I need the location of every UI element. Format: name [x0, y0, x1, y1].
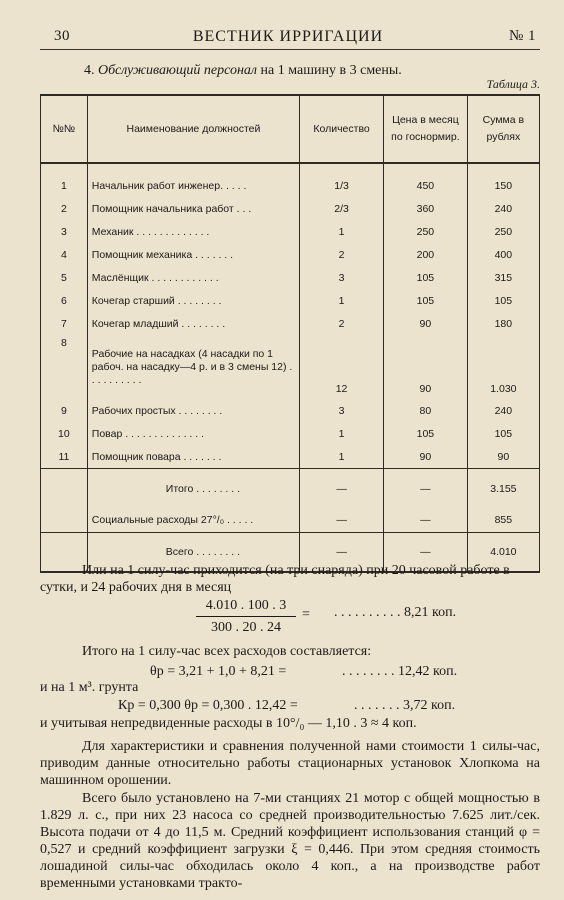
table-cell: 105: [384, 422, 468, 445]
table-cell: 6: [41, 289, 88, 312]
table-cell: 1: [300, 422, 384, 445]
table-cell: 90: [384, 312, 468, 335]
col-price: Цена в месяц по госнормир.: [384, 95, 468, 163]
table-row: [41, 445, 540, 469]
equation-theta: θр = 3,21 + 1,0 + 8,21 =: [150, 664, 287, 679]
table-cell: 1: [41, 174, 88, 197]
table-cell: 1: [300, 289, 384, 312]
table-cell: —: [384, 532, 468, 572]
table-row: [41, 422, 540, 445]
grunt-line: и на 1 м³. грунта: [40, 680, 139, 695]
table-cell: Помощник начальника работ . . .: [87, 197, 299, 220]
table-cell: —: [384, 469, 468, 509]
table-cell: 2: [300, 243, 384, 266]
table-cell: 105: [467, 289, 539, 312]
equation-theta-result: . . . . . . . . 12,42 коп.: [342, 664, 458, 679]
table-label: Таблица 3.: [486, 77, 540, 91]
staff-table: [40, 94, 540, 573]
table-row: [41, 197, 540, 220]
page-number: 30: [54, 28, 70, 44]
equation-k: Кр = 0,300 θр = 0,300 . 12,42 =: [118, 698, 298, 713]
table-cell: [41, 163, 88, 174]
table-cell: Всего . . . . . . . .: [87, 532, 299, 572]
table-cell: Маслёнщик . . . . . . . . . . . .: [87, 266, 299, 289]
unforeseen-line: и учитывая непредвиденные расходы в 10°/₀ — 1,10 . 3 ≈ 4 коп.: [40, 716, 417, 731]
table-cell: 240: [467, 197, 539, 220]
table-cell: Рабочих простых . . . . . . . .: [87, 399, 299, 422]
table-cell: 1: [300, 220, 384, 243]
table-cell: [300, 163, 384, 174]
table-cell: 2/3: [300, 197, 384, 220]
table-cell: 400: [467, 243, 539, 266]
table-row: [41, 335, 540, 399]
table-cell: 240: [467, 399, 539, 422]
header-rule: [40, 49, 540, 50]
table-cell: 150: [467, 174, 539, 197]
table-cell: Механик . . . . . . . . . . . . .: [87, 220, 299, 243]
section-heading: [84, 63, 402, 79]
paragraph-2: Для характеристики и сравнения полученной нами стоимости 1 силы-час, приводим данные относительно работы стационарных установок Хлопкома на машинном орошении.: [40, 739, 540, 788]
table-cell: 105: [384, 289, 468, 312]
fraction-denominator: 300 . 20 . 24: [211, 620, 281, 635]
col-sum: Сумма в рублях: [467, 95, 539, 163]
table-cell: 105: [384, 266, 468, 289]
fraction-numerator: 4.010 . 100 . 3: [196, 598, 296, 617]
table-cell: 11: [41, 445, 88, 469]
table-cell: Кочегар младший . . . . . . . .: [87, 312, 299, 335]
table-cell: [41, 469, 88, 509]
table-cell: 90: [384, 445, 468, 469]
table-cell: 250: [384, 220, 468, 243]
section-subtitle: на 1 машину в 3 смены.: [260, 63, 402, 78]
table-cell: Помощник механика . . . . . . .: [87, 243, 299, 266]
table-cell: 90: [467, 445, 539, 469]
fraction: [196, 598, 296, 636]
table-cell: Итого . . . . . . . .: [87, 469, 299, 509]
table-cell: 1/3: [300, 174, 384, 197]
equation-k-result: . . . . . . . 3,72 коп.: [354, 698, 456, 713]
table-cell: Социальные расходы 27°/₀ . . . . .: [87, 509, 299, 533]
table-row: [41, 266, 540, 289]
col-number: №№: [41, 95, 88, 163]
table-row: [41, 312, 540, 335]
table-cell: 2: [41, 197, 88, 220]
table-cell: 250: [467, 220, 539, 243]
table-cell: 360: [384, 197, 468, 220]
section-number: 4.: [84, 63, 95, 78]
table-cell: [41, 509, 88, 533]
table-cell: —: [300, 509, 384, 533]
social-row: [41, 509, 540, 533]
table-row: [41, 399, 540, 422]
table-cell: Повар . . . . . . . . . . . . . .: [87, 422, 299, 445]
table-cell: 80: [384, 399, 468, 422]
section-title: Обслуживающий персонал: [98, 63, 258, 78]
table-cell: 3.155: [467, 469, 539, 509]
table-cell: —: [384, 509, 468, 533]
fraction-result: . . . . . . . . . . 8,21 коп.: [334, 605, 457, 620]
table-cell: 7: [41, 312, 88, 335]
paragraph-3: Всего было установлено на 7-ми станциях 21 мотор с общей мощностью в 1.829 л. с., при них 23 насоса со средней производительностью 7.625 лит./сек. Высота подачи от 4 до 11,5 м. Средний коэффициент использования станций φ = 0,527 и средний коэффициент загрузки ξ = 0,446. При этом средняя стоимость лошадиной силы-час обходилась около 4 коп., а на производстве работ временными установками тракто-: [40, 791, 540, 891]
table-cell: —: [300, 469, 384, 509]
table-cell: 180: [467, 312, 539, 335]
journal-title: ВЕСТНИК ИРРИГАЦИИ: [192, 28, 384, 45]
table-cell: 200: [384, 243, 468, 266]
table-cell: 2: [300, 312, 384, 335]
table-cell: Кочегар старший . . . . . . . .: [87, 289, 299, 312]
paragraph-1: Или на 1 силу-час приходится (на три снаряда) при 20 часовой работе в сутки, и 24 рабочих дня в месяц: [40, 563, 510, 595]
table-cell: 4.010: [467, 532, 539, 572]
table-cell: —: [300, 532, 384, 572]
table-cell: 9: [41, 399, 88, 422]
fraction-equals: =: [302, 607, 310, 622]
itogo-row: [41, 469, 540, 509]
table-row: [41, 174, 540, 197]
table-cell: 450: [384, 174, 468, 197]
table-cell: 5: [41, 266, 88, 289]
table-cell: 3: [300, 399, 384, 422]
table-cell: Начальник работ инженер. . . . .: [87, 174, 299, 197]
table-row: [41, 243, 540, 266]
col-quantity: Количество: [300, 95, 384, 163]
table-cell: [87, 163, 299, 174]
table-cell: 3: [41, 220, 88, 243]
page-header: [40, 28, 536, 50]
table-cell: Помощник повара . . . . . . .: [87, 445, 299, 469]
table-cell: 90: [384, 335, 468, 399]
table-cell: Рабочие на насадках (4 насадки по 1 рабоч. на насадку—4 р. и в 3 смены 12) . . . . . . . . . .: [87, 335, 299, 399]
table-row: [41, 220, 540, 243]
table-cell: 315: [467, 266, 539, 289]
table-cell: 105: [467, 422, 539, 445]
table-cell: [467, 163, 539, 174]
table-cell: 3: [300, 266, 384, 289]
table-cell: 1: [300, 445, 384, 469]
table-cell: 855: [467, 509, 539, 533]
col-position: Наименование должностей: [87, 95, 299, 163]
issue-number: № 1: [508, 28, 536, 44]
table-cell: 10: [41, 422, 88, 445]
table-cell: 8: [41, 335, 88, 399]
table-cell: 4: [41, 243, 88, 266]
table-cell: 12: [300, 335, 384, 399]
table-cell: 1.030: [467, 335, 539, 399]
itogo-line: Итого на 1 силу-час всех расходов составляется:: [82, 644, 372, 659]
table-cell: [384, 163, 468, 174]
table-header-row: [41, 95, 540, 163]
table-row: [41, 289, 540, 312]
